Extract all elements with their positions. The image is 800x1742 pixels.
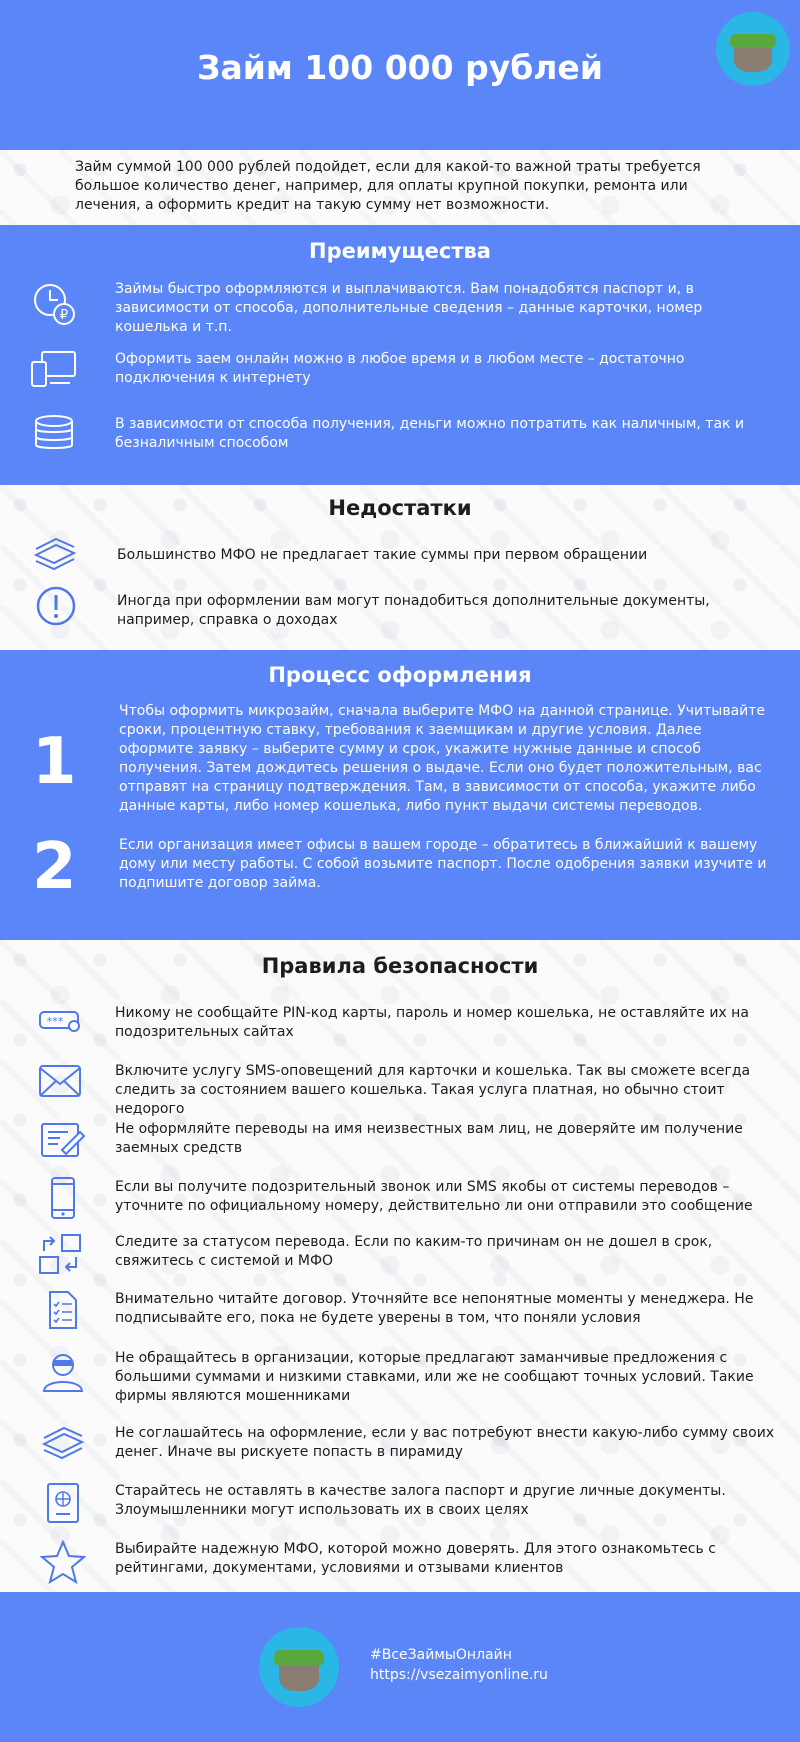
advantage-text: В зависимости от способа получения, деньги можно потратить как наличным, так и безналичным способом <box>115 416 745 451</box>
footer-url[interactable]: https://vsezaimyonline.ru <box>370 1667 548 1683</box>
clock-ruble-icon <box>30 280 78 328</box>
intro-section <box>0 150 800 225</box>
safety-text: Включите услугу SMS-оповещений для карточки и кошелька. Так вы сможете всегда следить за состоянием вашего кошелька. Такая услуга платная, но обычно стоит недорого <box>115 1063 751 1117</box>
process-section <box>0 650 800 940</box>
document-pen-icon <box>40 1122 86 1160</box>
envelope-icon <box>38 1064 84 1100</box>
safety-text: Не оформляйте переводы на имя неизвестных вам лиц, не доверяйте им получение заемных средств <box>115 1121 743 1156</box>
safety-text: Выбирайте надежную МФО, которой можно доверять. Для этого ознакомьтесь с рейтингами, документами, условиями и отзывами клиентов <box>115 1541 716 1576</box>
money-stack-icon <box>32 535 78 575</box>
advantages-title: Преимущества <box>309 239 491 263</box>
footer-hashtag: #ВсеЗаймыОнлайн <box>370 1647 512 1663</box>
safety-text: Не соглашайтесь на оформление, если у вас потребуют внести какую-либо сумму своих денег. Иначе вы рискуете попасть в пирамиду <box>115 1425 775 1460</box>
safety-text: Следите за статусом перевода. Если по каким-то причинам он не дошел в срок, свяжитесь с системой и МФО <box>115 1234 713 1269</box>
disadvantages-section <box>0 485 800 650</box>
step-text: Если организация имеет офисы в вашем городе – обратитесь в ближайший к вашему дому или месту работы. С собой возьмите паспорт. После одобрения заявки изучите и подпишите договор займа. <box>119 837 767 891</box>
svg-text:***: *** <box>46 1015 64 1028</box>
process-title: Процесс оформления <box>268 663 532 687</box>
safety-text: Внимательно читайте договор. Уточняйте все непонятные моменты у менеджера. Не подписывайте его, пока не будете уверены в том, что поняли условия <box>115 1291 754 1326</box>
logo-icon <box>259 1627 339 1707</box>
safety-text: Не обращайтесь в организации, которые предлагают заманчивые предложения с большими суммами и низкими ставками, или же не сообщают точных условий. Такие фирмы являются мошенниками <box>115 1350 754 1404</box>
exclamation-icon <box>35 585 77 627</box>
disadvantage-text: Большинство МФО не предлагает такие суммы при первом обращении <box>117 547 648 563</box>
step-text: Чтобы оформить микрозайм, сначала выберите МФО на данной странице. Учитывайте сроки, процентную ставку, требования к заемщикам и другие условия. Далее оформите заявку – выберите сумму и срок, укажите нужные данные и способ получения. Затем дождитесь решения о выдаче. Если оно будет положительным, вас отправят на страницу подтверждения. Там, в зависимости от способа, укажите либо данные карты, либо номер кошелька, либо пункт выдачи системы переводов. <box>119 703 766 814</box>
intro-text: Займ суммой 100 000 рублей подойдет, если для какой-то важной траты требуется большое количество денег, например, для оплаты крупной покупки, ремонта или лечения, а оформить кредит на такую сумму нет возможности. <box>75 159 701 213</box>
step-number: 1 <box>32 725 77 799</box>
masked-person-icon <box>40 1349 86 1395</box>
passport-icon <box>46 1482 80 1524</box>
coins-stack-icon <box>32 415 76 455</box>
safety-text: Никому не сообщайте PIN-код карты, пароль и номер кошелька, не оставляйте их на подозрительных сайтах <box>115 1005 749 1040</box>
advantages-section <box>0 225 800 485</box>
header <box>0 0 800 150</box>
star-icon <box>40 1540 86 1584</box>
step-number: 2 <box>32 830 77 904</box>
safety-text: Если вы получите подозрительный звонок или SMS якобы от системы переводов – уточните по официальному номеру, действительно ли они отправили это сообщение <box>115 1179 753 1214</box>
safety-text: Старайтесь не оставлять в качестве залога паспорт и другие личные документы. Злоумышленники могут использовать их в своих целях <box>115 1483 726 1518</box>
footer <box>0 1592 800 1742</box>
page-title: Займ 100 000 рублей <box>197 48 603 87</box>
smartphone-icon <box>50 1176 76 1220</box>
money-stack-icon <box>40 1424 86 1464</box>
disadvantage-text: Иногда при оформлении вам могут понадобиться дополнительные документы, например, справка о доходах <box>117 593 710 628</box>
safety-section <box>0 940 800 1592</box>
svg-text:₽: ₽ <box>59 308 69 323</box>
advantage-text: Займы быстро оформляются и выплачиваются. Вам понадобятся паспорт и, в зависимости от способа, дополнительные сведения – данные карточки, номер кошелька и т.п. <box>115 281 703 335</box>
disadvantages-title: Недостатки <box>328 496 472 520</box>
checklist-icon <box>48 1290 78 1330</box>
advantage-text: Оформить заем онлайн можно в любое время и в любом месте – достаточно подключения к интернету <box>115 351 685 386</box>
logo-icon <box>716 12 790 86</box>
transfer-arrows-icon <box>38 1233 84 1277</box>
safety-title: Правила безопасности <box>261 954 539 978</box>
devices-icon <box>30 350 78 390</box>
pin-code-icon <box>38 1008 84 1034</box>
